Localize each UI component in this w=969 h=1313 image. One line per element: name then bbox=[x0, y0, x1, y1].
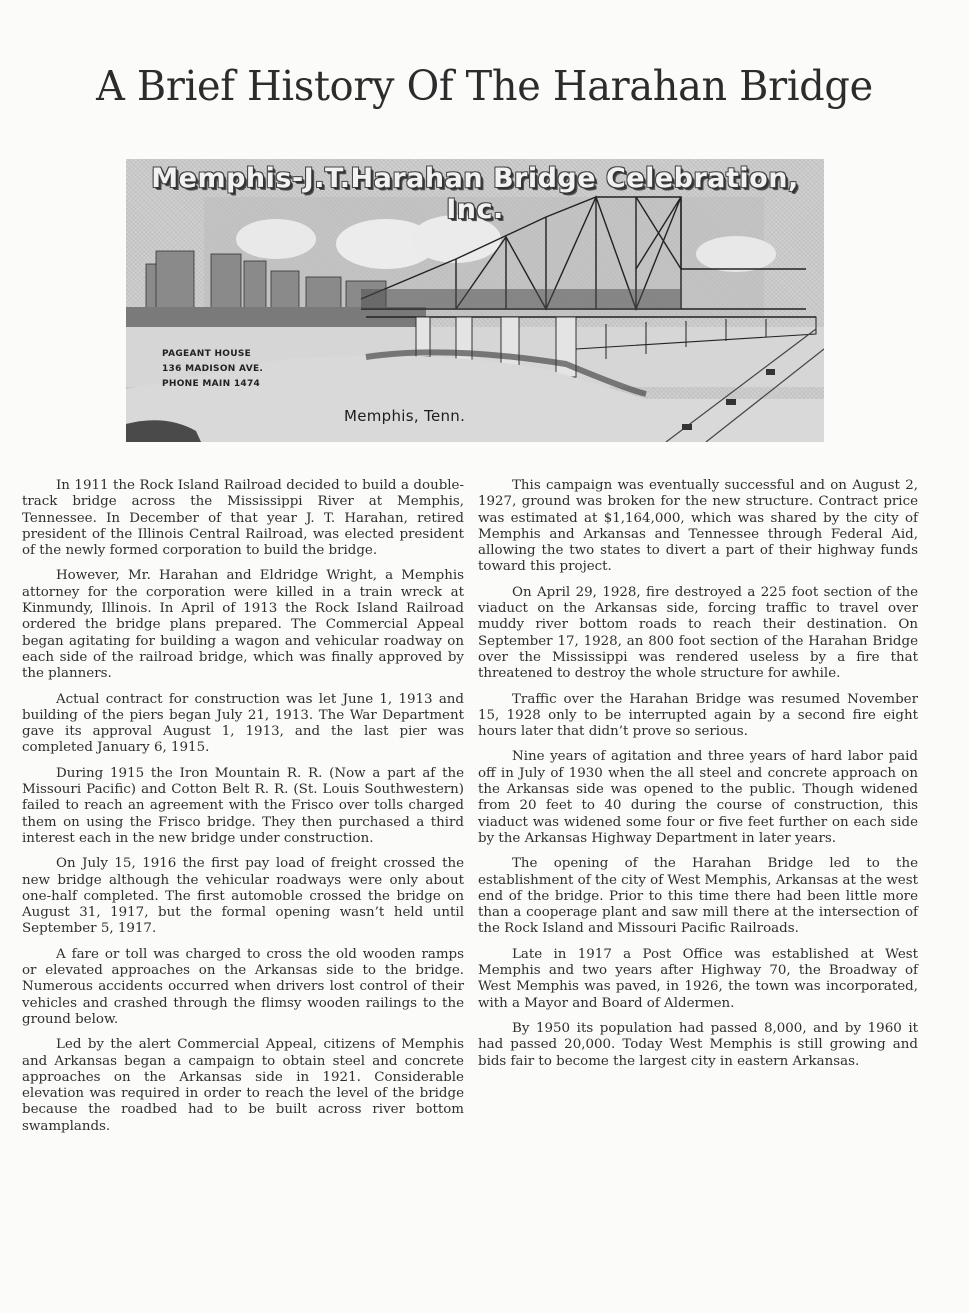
left-column bbox=[22, 478, 464, 1144]
paragraph: Actual contract for construction was let June 1, 1913 and building of the piers began July 21, 1913. The War Department gave its approval August 1, 1913, and the last pier was completed January 6, 1915. bbox=[22, 691, 464, 756]
address-line: PHONE MAIN 1474 bbox=[162, 379, 261, 389]
paragraph: During 1915 the Iron Mountain R. R. (Now a part af the Missouri Pacific) and Cotton Belt R. R. (St. Louis Southwestern) failed to reach an agreement with the Frisco over tolls charged them on using the Frisco bridge. They then purchased a third interest each in the new bridge under construction. bbox=[22, 765, 464, 846]
paragraph: Nine years of agitation and three years of hard labor paid off in July of 1930 when the all steel and concrete approach on the Arkansas side was opened to the public. Though widened from 20 feet to 40 during the course of construction, this viaduct was widened some four or five feet further on each side by the Arkansas Highway Department in later years. bbox=[478, 749, 918, 846]
paragraph: Led by the alert Commercial Appeal, citizens of Memphis and Arkansas began a campaign to obtain steel and concrete approaches on the Arkansas side in 1921. Considerable elevation was required in order to reach the level of the bridge because the roadbed had to be built across river bottom swamplands. bbox=[22, 1037, 464, 1134]
address-line: 136 MADISON AVE. bbox=[162, 364, 264, 374]
paragraph: This campaign was eventually successful and on August 2, 1927, ground was broken for the new structure. Contract price was estimated at $1,164,000, which was shared by the city of Memphis and Arkansas and Tennessee through Federal Aid, allowing the two states to divert a part of their highway funds toward this project. bbox=[478, 478, 918, 575]
paragraph: Traffic over the Harahan Bridge was resumed November 15, 1928 only to be interrupted again by a second fire eight hours later that didn’t prove so serious. bbox=[478, 691, 918, 740]
paragraph: On July 15, 1916 the first pay load of freight crossed the new bridge although the vehicular roadways were only about one-half completed. The first automoble crossed the bridge on August 31, 1917, but the formal opening wasn’t held until September 5, 1917. bbox=[22, 856, 464, 937]
paragraph: On April 29, 1928, fire destroyed a 225 foot section of the viaduct on the Arkansas side, forcing traffic to travel over muddy river bottom roads to reach their destination. On September 17, 1928, an 800 foot section of the Harahan Bridge over the Mississippi was rendered useless by a fire that threatened to destroy the whole structure for awhile. bbox=[478, 584, 918, 682]
right-column bbox=[478, 478, 918, 1079]
paragraph: Late in 1917 a Post Office was established at West Memphis and two years after Highway 70, the Broadway of West Memphis was paved, in 1926, the town was incorporated, with a Mayor and Board of Aldermen. bbox=[478, 946, 918, 1011]
bridge-illustration bbox=[126, 159, 824, 442]
address-line: PAGEANT HOUSE bbox=[162, 349, 252, 359]
paragraph: A fare or toll was charged to cross the old wooden ramps or elevated approaches on the Arkansas side to the bridge. Numerous accidents occurred when drivers lost control of their vehicles and crashed through the flimsy wooden railings to the ground below. bbox=[22, 946, 464, 1027]
illustration-city: Memphis, Tenn. bbox=[344, 407, 466, 425]
paragraph: However, Mr. Harahan and Eldridge Wright, a Memphis attorney for the corporation were killed in a train wreck at Kinmundy, Illinois. In April of 1913 the Rock Island Railroad ordered the bridge plans prepared. The Commercial Appeal began agitating for building a wagon and vehicular roadway on each side of the railroad bridge, which was finally approved by the planners. bbox=[22, 568, 464, 682]
paragraph: By 1950 its population had passed 8,000, and by 1960 it had passed 20,000. Today West Memphis is still growing and bids fair to become the largest city in eastern Arkansas. bbox=[478, 1020, 918, 1069]
paragraph: The opening of the Harahan Bridge led to the establishment of the city of West Memphis, Arkansas at the west end of the bridge. Prior to this time there had been little more than a cooperage plant and saw mill there at the intersection of the Rock Island and Missouri Pacific Railroads. bbox=[478, 856, 918, 937]
illustration-address bbox=[162, 347, 263, 392]
page-title: A Brief History Of The Harahan Bridge bbox=[96, 62, 873, 110]
paragraph: In 1911 the Rock Island Railroad decided to build a double-track bridge across the Mississippi River at Memphis, Tennessee. In December of that year J. T. Harahan, retired president of the Illinois Central Railroad, was elected president of the newly formed corporation to build the bridge. bbox=[22, 478, 464, 559]
illustration-banner: Memphis-J.T.Harahan Bridge Celebration, Inc. bbox=[151, 163, 799, 225]
